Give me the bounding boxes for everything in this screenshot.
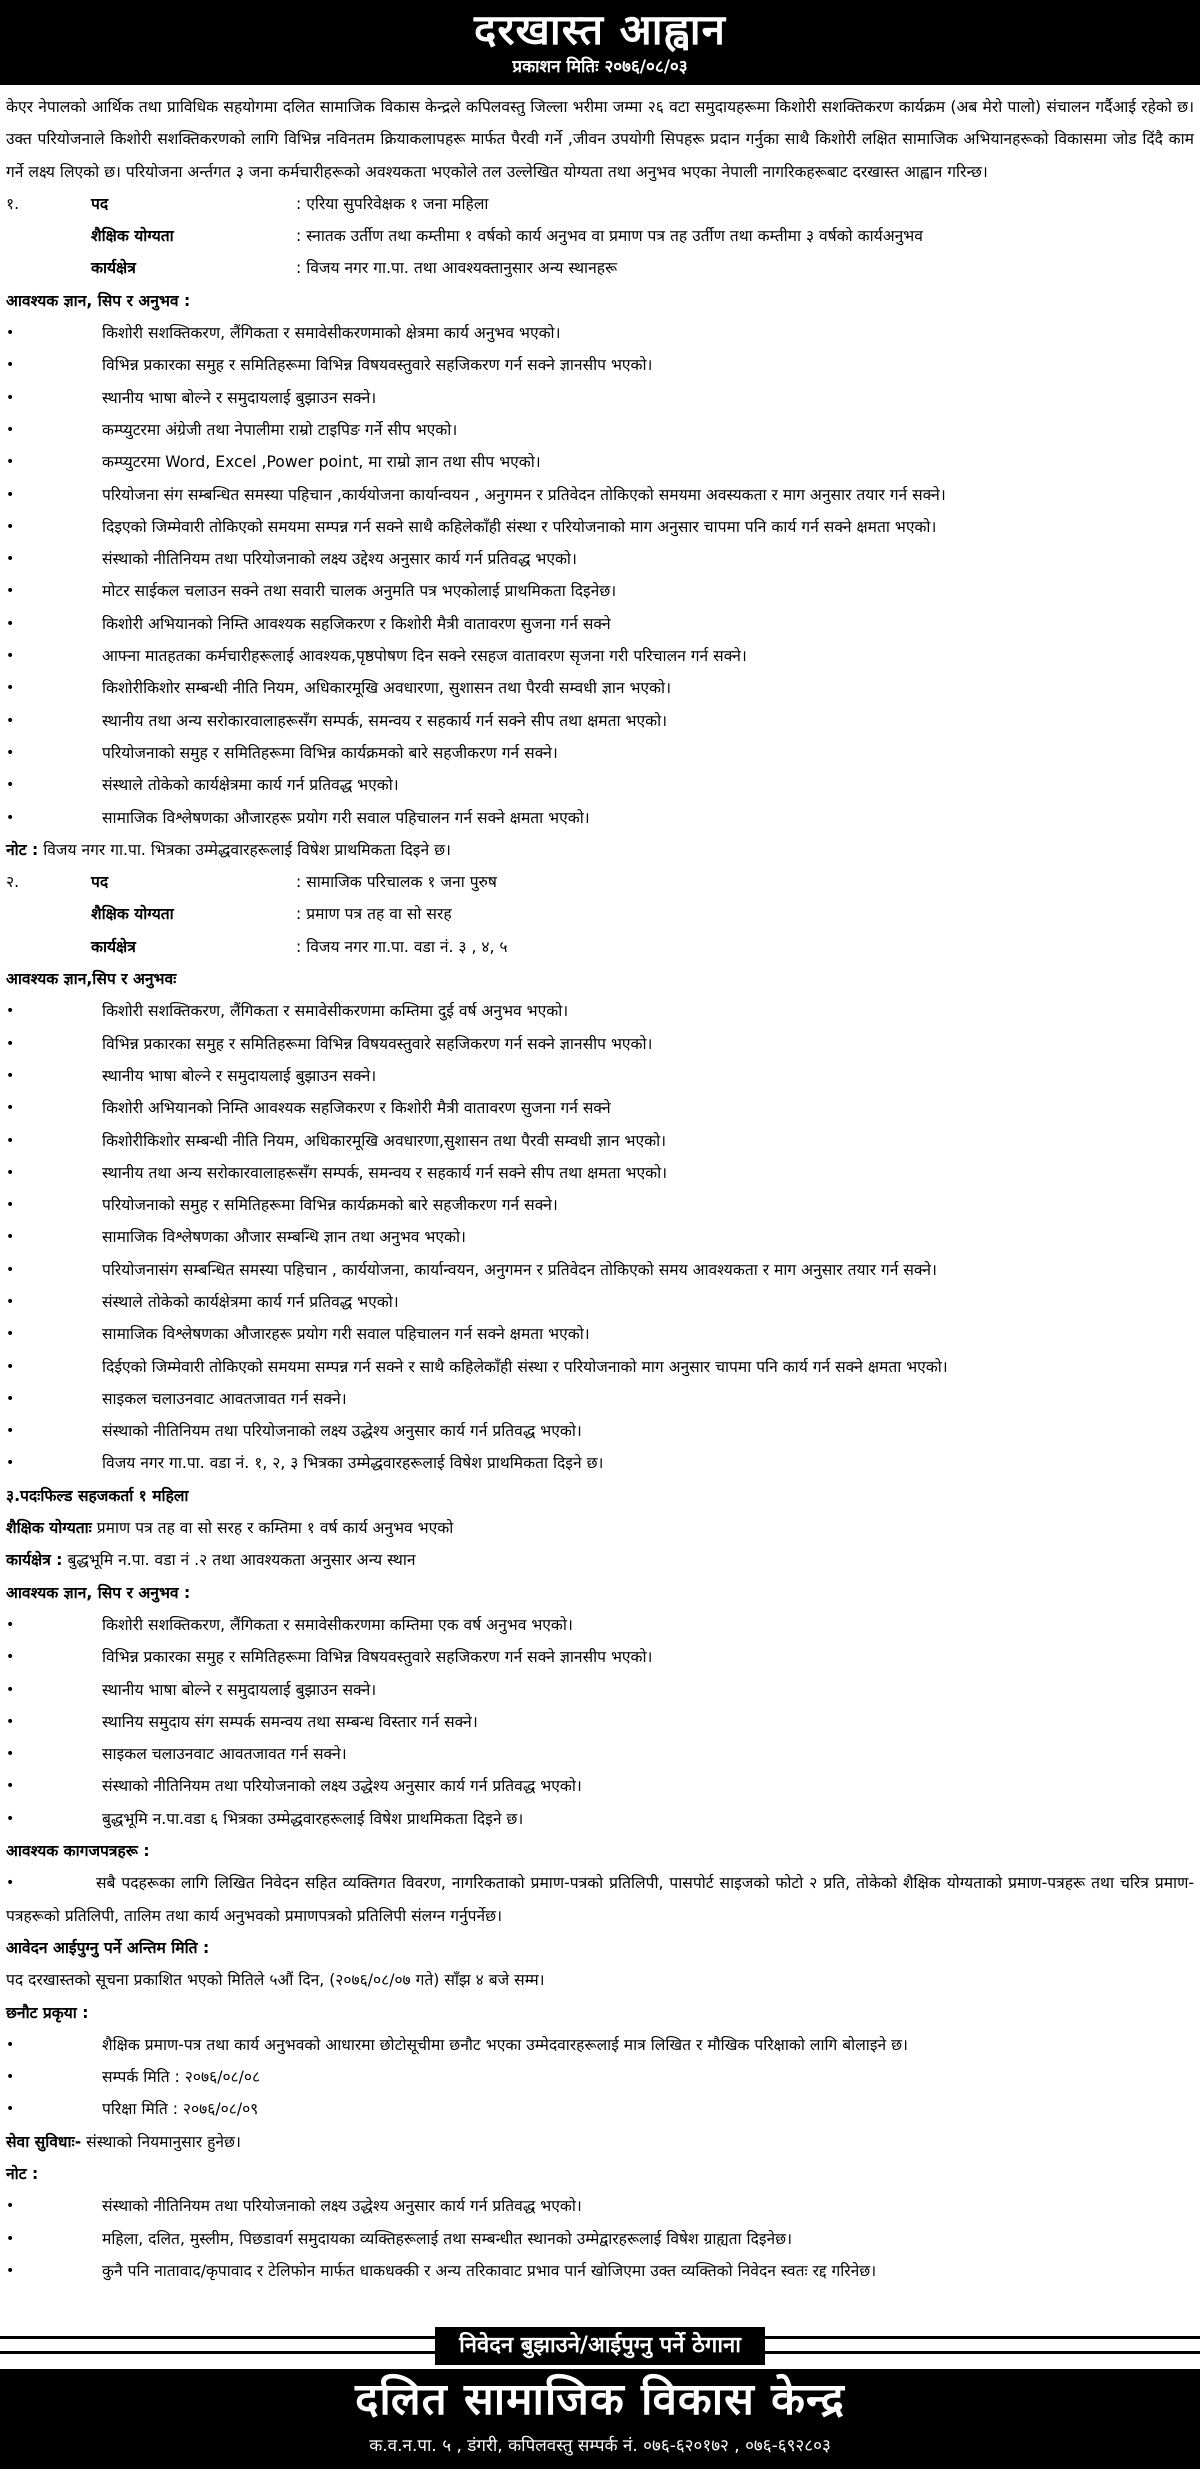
- list-item: [6, 414, 1194, 446]
- list-item-text: सामाजिक विश्लेषणका औजारहरू प्रयोग गरी सवाल पहिचालन गर्न सक्ने क्षमता भएको।: [102, 808, 590, 827]
- list-item: [6, 1609, 1194, 1641]
- bullet-icon: •: [6, 1681, 15, 1698]
- post-1-note: [6, 834, 1194, 866]
- final-note-section: [6, 2158, 1194, 2287]
- list-item: [6, 2223, 1194, 2255]
- list-item: [6, 1674, 1194, 1706]
- area-label: कार्यक्षेत्र :: [6, 1551, 63, 1570]
- bullet-icon: •: [6, 2036, 15, 2053]
- bullet-icon: •: [6, 325, 15, 342]
- list-item-text: विभिन्न प्रकारका समुह र समितिहरूमा विभिन्न विषयवस्तुवारे सहजिकरण गर्न सक्ने ज्ञानसीप भएको।: [102, 1648, 653, 1667]
- list-item: [6, 317, 1194, 349]
- row-label: कार्यक्षेत्र: [91, 937, 136, 956]
- list-item: [6, 802, 1194, 834]
- list-item-text: किशोरीकिशोर सम्बन्धी नीति नियम, अधिकारमूखि अवधारणा,सुशासन तथा पैरवी सम्वधी ज्ञान भएको।: [102, 1131, 667, 1150]
- list-item-text: परियोजनाको समुह र समितिहरूमा विभिन्न कार्यक्रमको बारे सहजीकरण गर्न सक्ने।: [102, 743, 558, 762]
- post-2-row-title: [6, 866, 1194, 898]
- list-item-text: बुद्धभूमि न.पा.वडा ६ भित्रका उम्मेद्धवारहरूलाई विषेश प्राथमिकता दिइने छ।: [102, 1809, 524, 1828]
- bullet-icon: •: [6, 1649, 15, 1666]
- post-2-section: [6, 866, 1194, 1480]
- list-item: [6, 1221, 1194, 1253]
- list-item: [6, 1738, 1194, 1770]
- bullet-icon: •: [6, 2069, 15, 2086]
- submission-title: निवेदन बुझाउने/आईपुग्नु पर्ने ठेगाना: [435, 2327, 765, 2365]
- bullet-icon: •: [6, 389, 15, 406]
- list-item-text: स्थानीय तथा अन्य सरोकारवालाहरूसँग सम्पर्क, समन्वय र सहकार्य गर्न सक्ने सीप तथा क्षमता भएको।: [102, 711, 668, 730]
- list-item-text: संस्थाले तोकेको कार्यक्षेत्रमा कार्य गर्न प्रतिवद्ध भएको।: [102, 776, 399, 795]
- facilities-line: [6, 2126, 1194, 2158]
- bullet-icon: •: [6, 744, 15, 761]
- bullet-icon: •: [6, 1455, 15, 1472]
- bullet-icon: •: [6, 357, 15, 374]
- bullet-icon: •: [6, 1358, 15, 1375]
- post-1-section: [6, 188, 1194, 866]
- list-item: [6, 2255, 1194, 2287]
- list-item-text: किशोरी सशक्तिकरण, लैंगिकता र समावेसीकरणमाको क्षेत्रमा कार्य अनुभव भएको।: [102, 324, 561, 343]
- list-item-text: स्थानीय तथा अन्य सरोकारवालाहरूसँग सम्पर्क, समन्वय र सहकार्य गर्न सक्ने सीप तथा क्षमता भएको।: [102, 1163, 668, 1182]
- list-item-text: परियोजना संग सम्बन्धित समस्या पहिचान ,कार्ययोजना कार्यान्वयन , अनुगमन र प्रतिवेदन तोकिएको समयमा अवस्यकता र माग अनुसार तयार गर्न सक्ने।: [102, 485, 946, 504]
- bullet-icon: •: [6, 1132, 15, 1149]
- bullet-icon: •: [6, 421, 15, 438]
- list-item: [6, 382, 1194, 414]
- bullet-icon: •: [6, 2101, 15, 2118]
- list-item: [6, 1641, 1194, 1673]
- list-item-text: साइकल चलाउनवाट आवतजावत गर्न सक्ने।: [102, 1389, 347, 1408]
- list-item-text: स्थानीय भाषा बोल्ने र समुदायलाई बुझाउन सक्ने।: [102, 1680, 377, 1699]
- list-item-text: परियोजनासंग सम्बन्धित समस्या पहिचान , कार्ययोजना, कार्यान्वयन, अनुगमन र प्रतिवेदन तोकिएको समय आवश्यकता र माग अनुसार तयार गर्न सक्ने।: [102, 1260, 937, 1279]
- bullet-icon: •: [6, 1100, 15, 1117]
- skills-heading: आवश्यक ज्ञान,सिप र अनुभवः: [6, 970, 177, 989]
- organization-name: दलित सामाजिक विकास केन्द्र: [355, 2374, 845, 2425]
- list-item: [6, 672, 1194, 704]
- list-item: [6, 1060, 1194, 1092]
- list-item: [6, 575, 1194, 607]
- documents-section: [6, 1835, 1194, 1932]
- post-1-row-area: [6, 252, 1194, 284]
- list-item-text: सामाजिक विश्लेषणका औजारहरू प्रयोग गरी सवाल पहिचालन गर्न सक्ने क्षमता भएको।: [102, 1325, 590, 1344]
- selection-section: [6, 1997, 1194, 2126]
- final-note-heading: नोट :: [6, 2165, 39, 2183]
- list-item-text: संस्थाको नीतिनियम तथा परियोजनाको लक्ष्य उद्धेश्य अनुसार कार्य गर्न प्रतिवद्ध भएको।: [102, 1422, 582, 1441]
- list-item: [6, 1318, 1194, 1350]
- bullet-icon: •: [6, 518, 15, 535]
- list-item-text: परिक्षा मिति : २०७६/०८/०९: [102, 2100, 259, 2119]
- note-text: विजय नगर गा.पा. भित्रका उम्मेद्धवारहरूलाई विषेश प्राथमिकता दिइने छ।: [43, 840, 451, 859]
- list-item: [6, 1383, 1194, 1415]
- list-item: [6, 543, 1194, 575]
- list-item: [6, 349, 1194, 381]
- bullet-icon: •: [6, 1003, 15, 1020]
- list-item: [6, 1351, 1194, 1383]
- bullet-icon: •: [6, 648, 15, 665]
- bullet-icon: •: [6, 712, 15, 729]
- facilities-text: संस्थाको नियमानुसार हुनेछ।: [86, 2132, 241, 2151]
- bullet-icon: •: [6, 777, 15, 794]
- list-item-text: स्थानीय भाषा बोल्ने र समुदायलाई बुझाउन सक्ने।: [102, 1066, 377, 1085]
- list-item-text: किशोरी सशक्तिकरण, लैंगिकता र समावेसीकरणमा कम्तिमा दुई वर्ष अनुभव भएको।: [102, 1002, 569, 1021]
- bullet-icon: •: [6, 454, 15, 471]
- bullet-icon: •: [6, 583, 15, 600]
- list-item-text: किशोरी अभियानको निम्ति आवश्यक सहजिकरण र किशोरी मैत्री वातावरण सुजना गर्न सक्ने: [102, 614, 611, 633]
- bullet-icon: •: [6, 2230, 15, 2247]
- post-number: १.: [6, 194, 20, 213]
- bullet-icon: •: [6, 1164, 15, 1181]
- list-item-text: विभिन्न प्रकारका समुह र समितिहरूमा विभिन्न विषयवस्तुवारे सहजिकरण गर्न सक्ने ज्ञानसीप भएको।: [102, 356, 653, 375]
- post-3-area: [6, 1544, 1194, 1576]
- row-value: : एरिया सुपरिवेक्षक १ जना महिला: [296, 194, 489, 213]
- page-title: दरखास्त आह्वान: [474, 5, 726, 54]
- deadline-text: पद दरखास्तको सूचना प्रकाशित भएको मितिले ५औं दिन, (२०७६/०८/०७ गते) साँझ ४ बजे सम्म।: [6, 1971, 545, 1990]
- list-item: [6, 2093, 1194, 2125]
- bullet-icon: •: [6, 1810, 15, 1827]
- organization-bar: [0, 2369, 1200, 2469]
- bullet-icon: •: [6, 1293, 15, 1310]
- list-item-text: आफ्ना मातहतका कर्मचारीहरूलाई आवश्यक,पृष्ठपोषण दिन सक्ने रसहज वातावरण सृजना गरी परिचालन गर्न सक्ने।: [102, 647, 747, 666]
- skills-heading: आवश्यक ज्ञान, सिप र अनुभव :: [6, 291, 191, 310]
- post-2-skills-list: [6, 995, 1194, 1479]
- deadline-heading: आवेदन आईपुग्नु पर्ने अन्तिम मिति :: [6, 1938, 210, 1957]
- row-value: : स्नातक उर्तीण तथा कम्तीमा १ वर्षको कार्य अनुभव वा प्रमाण पत्र तह उर्तीण तथा कम्तीमा ३ वर्षको कार्यअनुभव: [296, 227, 923, 246]
- bullet-icon: •: [6, 486, 15, 503]
- bullet-icon: •: [6, 809, 15, 826]
- row-label: शैक्षिक योग्यता: [91, 905, 174, 924]
- documents-item: [6, 1867, 1194, 1932]
- organization-address: क.व.न.पा. ५ , डंगरी, कपिलवस्तु सम्पर्क नं. ०७६-६२०१७२ , ०७६-६९२८०३: [369, 2436, 831, 2456]
- bullet-icon: •: [6, 615, 15, 632]
- bullet-icon: •: [6, 1875, 15, 1892]
- deadline-section: [6, 1932, 1194, 1997]
- list-item: [6, 640, 1194, 672]
- list-item: [6, 1189, 1194, 1221]
- final-note-list: [6, 2190, 1194, 2287]
- row-value: : विजय नगर गा.पा. तथा आवश्यक्तानुसार अन्य स्थानहरू: [296, 259, 618, 278]
- list-item: [6, 1157, 1194, 1189]
- list-item: [6, 446, 1194, 478]
- header-bar: [0, 0, 1200, 85]
- list-item: [6, 1028, 1194, 1060]
- list-item: [6, 705, 1194, 737]
- list-item: [6, 2190, 1194, 2222]
- list-item-text: साइकल चलाउनवाट आवतजावत गर्न सक्ने।: [102, 1745, 347, 1764]
- list-item: [6, 511, 1194, 543]
- post-2-row-area: [6, 931, 1194, 963]
- list-item: [6, 769, 1194, 801]
- bullet-icon: •: [6, 1423, 15, 1440]
- note-label: नोट :: [6, 840, 39, 859]
- list-item: [6, 2061, 1194, 2093]
- bullet-icon: •: [6, 2198, 15, 2215]
- post-3-qualification: [6, 1512, 1194, 1544]
- bullet-icon: •: [6, 2262, 15, 2279]
- post-3-skills-list: [6, 1609, 1194, 1835]
- list-item-text: सामाजिक विश्लेषणका औजार सम्बन्धि ज्ञान तथा अनुभव भएको।: [102, 1228, 466, 1247]
- selection-list: [6, 2029, 1194, 2126]
- list-item-text: संस्थाले तोकेको कार्यक्षेत्रमा कार्य गर्न प्रतिवद्ध भएको।: [102, 1292, 399, 1311]
- documents-heading: आवश्यक कागजपत्रहरू :: [6, 1842, 150, 1861]
- bullet-icon: •: [6, 1778, 15, 1795]
- list-item-text: किशोरीकिशोर सम्बन्धी नीति नियम, अधिकारमूखि अवधारणा, सुशासन तथा पैरवी सम्वधी ज्ञान भएको।: [102, 679, 671, 698]
- post-2-row-qualification: [6, 898, 1194, 930]
- list-item-text: कुनै पनि नातावाद/कृपावाद र टेलिफोन मार्फत धाकधक्की र अन्य तरिकावाट प्रभाव पार्न खोजिएमा उक्त व्यक्तिको निवेदन स्वतः रद्द गरिनेछ।: [102, 2261, 877, 2280]
- post-3-title: ३.पदःफिल्ड सहजकर्ता १ महिला: [6, 1486, 189, 1505]
- list-item: [6, 1770, 1194, 1802]
- bullet-icon: •: [6, 551, 15, 568]
- post-3-section: [6, 1480, 1194, 1835]
- list-item: [6, 1092, 1194, 1124]
- post-1-row-title: [6, 188, 1194, 220]
- list-item-text: दिइएको जिम्मेवारी तोकिएको समयमा सम्पन्न गर्न सक्ने साथै कहिलेकाँही संस्था र परियोजनाको माग अनुसार चापमा पनि कार्य गर्न सक्ने क्षमता भएको।: [102, 517, 937, 536]
- list-item-text: दिईएको जिम्मेवारी तोकिएको समयमा सम्पन्न गर्न सक्ने र साथै कहिलेकाँही संस्था र परियोजनाको माग अनुसार चापमा पनि कार्य गर्न सक्ने क्षमता भएको।: [102, 1357, 948, 1376]
- documents-text: सबै पदहरूका लागि लिखित निवेदन सहित व्यक्तिगत विवरण, नागरिकताको प्रमाण-पत्रको प्रतिलिपी, पासपोर्ट साइजको फोटो २ प्रति, तोकेको शैक्षिक योग्यताको प्रमाण-पत्रहरू तथा चरित्र प्रमाण-पत्रहरूको प्रतिलिपी, तालिम तथा कार्य अनुभवको प्रमाणपत्रको प्रतिलिपी संलग्न गर्नुपर्नेछ।: [6, 1874, 1194, 1925]
- list-item: [6, 995, 1194, 1027]
- bullet-icon: •: [6, 1326, 15, 1343]
- area-value: बुद्धभूमि न.पा. वडा नं .२ तथा आवश्यकता अनुसार अन्य स्थान: [67, 1551, 416, 1570]
- row-label: पद: [91, 194, 109, 213]
- bullet-icon: •: [6, 1713, 15, 1730]
- list-item-text: स्थानीय भाषा बोल्ने र समुदायलाई बुझाउन सक्ने।: [102, 388, 377, 407]
- list-item-text: परियोजनाको समुह र समितिहरूमा विभिन्न कार्यक्रमको बारे सहजीकरण गर्न सक्ने।: [102, 1196, 558, 1215]
- list-item: [6, 1125, 1194, 1157]
- list-item-text: विभिन्न प्रकारका समुह र समितिहरूमा विभिन्न विषयवस्तुवारे सहजिकरण गर्न सक्ने ज्ञानसीप भएको।: [102, 1034, 653, 1053]
- bullet-icon: •: [6, 1390, 15, 1407]
- list-item-text: संस्थाको नीतिनियम तथा परियोजनाको लक्ष्य उद्देश्य अनुसार कार्य गर्न प्रतिवद्ध भएको।: [102, 550, 577, 569]
- list-item-text: किशोरी सशक्तिकरण, लैंगिकता र समावेसीकरणमा कम्तिमा एक वर्ष अनुभव भएको।: [102, 1615, 573, 1634]
- list-item-text: कम्प्युटरमा अंग्रेजी तथा नेपालीमा राम्रो टाइपिङ गर्ने सीप भएको।: [102, 420, 458, 439]
- list-item: [6, 2029, 1194, 2061]
- row-value: : विजय नगर गा.पा. वडा नं. ३ , ४, ५: [296, 937, 508, 956]
- selection-heading: छनौट प्रकृया :: [6, 2003, 89, 2022]
- footer: [0, 2325, 1200, 2469]
- list-item: [6, 608, 1194, 640]
- list-item: [6, 1415, 1194, 1447]
- post-1-skills-list: [6, 317, 1194, 834]
- bullet-icon: •: [6, 1197, 15, 1214]
- list-item: [6, 1254, 1194, 1286]
- publish-date: प्रकाशन मितिः २०७६/०८/०३: [512, 57, 688, 77]
- intro-paragraph: केएर नेपालको आर्थिक तथा प्राविधिक सहयोगमा दलित सामाजिक विकास केन्द्रले कपिलवस्तु जिल्ला भरीमा जम्मा २६ वटा समुदायहरूमा किशोरी सशक्तिकरण कार्यक्रम (अब मेरो पालो) संचालन गर्दैआई रहेको छ। उक्त परियोजनाले किशोरी सशक्तिकरणको लागि विभिन्न नविनतम क्रियाकलापहरू मार्फत पैरवी गर्ने ,जीवन उपयोगी सिपहरू प्रदान गर्नुका साथै किशोरी लक्षित सामाजिक अभियानहरूको विकासमा जोड दिंदै काम गर्ने लक्ष्य लिएको छ। परियोजना अर्न्तगत ३ जना कर्मचारीहरूको अवश्यकता भएकोले तल उल्लेखित योग्यता तथा अनुभव भएका नेपाली नागरिकहरूबाट दरखास्त आह्वान गरिन्छ।: [6, 98, 1194, 181]
- list-item-text: किशोरी अभियानको निम्ति आवश्यक सहजिकरण र किशोरी मैत्री वातावरण सुजना गर्न सक्ने: [102, 1099, 611, 1118]
- bullet-icon: •: [6, 1746, 15, 1763]
- post-1-row-qualification: [6, 220, 1194, 252]
- bullet-icon: •: [6, 1035, 15, 1052]
- list-item: [6, 1286, 1194, 1318]
- row-value: : सामाजिक परिचालक १ जना पुरुष: [296, 873, 497, 892]
- list-item-text: संस्थाको नीतिनियम तथा परियोजनाको लक्ष्य उद्धेश्य अनुसार कार्य गर्न प्रतिवद्ध भएको।: [102, 2197, 582, 2216]
- skills-heading: आवश्यक ज्ञान, सिप र अनुभव :: [6, 1583, 191, 1602]
- bullet-icon: •: [6, 1261, 15, 1278]
- list-item-text: महिला, दलित, मुस्लीम, पिछडावर्ग समुदायका व्यक्तिहरूलाई तथा सम्बन्धीत स्थानको उम्मेद्वारहरूलाई विषेश ग्राह्यता दिइनेछ।: [102, 2229, 793, 2248]
- list-item-text: संस्थाको नीतिनियम तथा परियोजनाको लक्ष्य उद्धेश्य अनुसार कार्य गर्न प्रतिवद्ध भएको।: [102, 1777, 582, 1796]
- bullet-icon: •: [6, 1067, 15, 1084]
- bullet-icon: •: [6, 680, 15, 697]
- list-item: [6, 1706, 1194, 1738]
- submission-address-banner: [0, 2325, 1200, 2365]
- list-item-text: सम्पर्क मिति : २०७६/०८/०८: [102, 2068, 261, 2087]
- row-value: : प्रमाण पत्र तह वा सो सरह: [296, 905, 452, 924]
- list-item-text: स्थानिय समुदाय संग सम्पर्क समन्वय तथा सम्बन्ध विस्तार गर्न सक्ने।: [102, 1712, 478, 1731]
- qualification-value: प्रमाण पत्र तह वा सो सरह र कम्तिमा १ वर्ष कार्य अनुभव भएको: [96, 1519, 454, 1538]
- row-label: शैक्षिक योग्यता: [91, 227, 174, 246]
- qualification-label: शैक्षिक योग्यताः: [6, 1519, 92, 1538]
- list-item-text: कम्प्युटरमा Word, Excel ,Power point, मा राम्रो ज्ञान तथा सीप भएको।: [102, 453, 541, 472]
- row-label: कार्यक्षेत्र: [91, 259, 136, 278]
- list-item-text: शैक्षिक प्रमाण-पत्र तथा कार्य अनुभवको आधारमा छोटोसूचीमा छनौट भएका उम्मेदवारहरूलाई मात्र लिखित र मौखिक परिक्षाको लागि बोलाइने छ।: [102, 2035, 908, 2054]
- notice-body: [0, 85, 1200, 2287]
- list-item: [6, 1803, 1194, 1835]
- list-item-text: विजय नगर गा.पा. वडा नं. १, २, ३ भित्रका उम्मेद्धवारहरूलाई विषेश प्राथमिकता दिइने छ।: [102, 1454, 604, 1473]
- row-label: पद: [91, 873, 109, 892]
- list-item: [6, 737, 1194, 769]
- bullet-icon: •: [6, 1229, 15, 1246]
- bullet-icon: •: [6, 1616, 15, 1633]
- list-item: [6, 1447, 1194, 1479]
- list-item: [6, 479, 1194, 511]
- post-number: २.: [6, 873, 20, 892]
- list-item-text: मोटर साईकल चलाउन सक्ने तथा सवारी चालक अनुमति पत्र भएकोलाई प्राथमिकता दिइनेछ।: [102, 582, 617, 601]
- facilities-label: सेवा सुविधाः-: [6, 2132, 82, 2151]
